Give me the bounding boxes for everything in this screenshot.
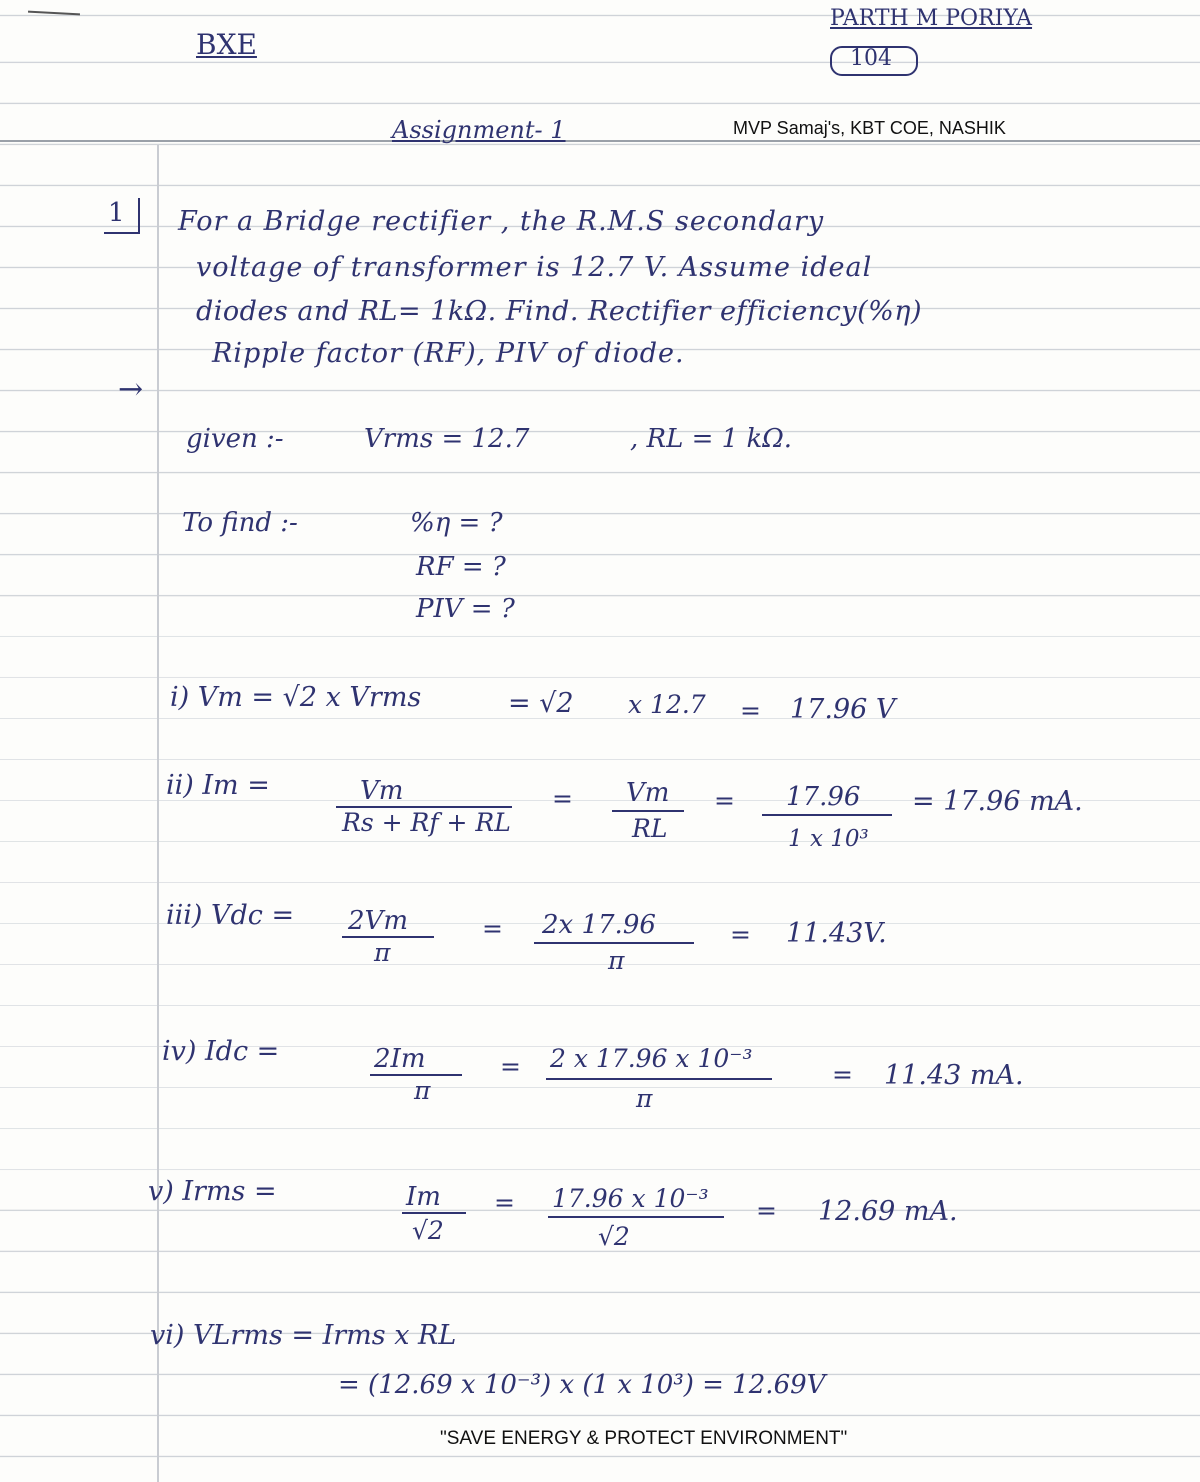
to-find-label: To find :- — [182, 508, 298, 538]
top-rule — [0, 140, 1200, 142]
margin-line — [157, 145, 159, 1482]
assignment-title: Assignment- 1 — [392, 116, 566, 144]
step5-num: Im — [406, 1182, 441, 1212]
step2-den3: 1 x 10³ — [788, 826, 869, 852]
step3-result: 11.43V. — [786, 918, 887, 949]
step1-eq2: = — [740, 696, 761, 725]
step5-num2: 17.96 x 10⁻³ — [552, 1184, 709, 1213]
to-find-efficiency: %η = ? — [410, 508, 503, 538]
step4-label: iv) Idc = — [162, 1036, 280, 1067]
corner-mark — [28, 11, 80, 16]
given-vrms: Vrms = 12.7 — [364, 424, 530, 454]
question-line-2: voltage of transformer is 12.7 V. Assume ideal — [196, 252, 873, 283]
step6-line2: = (12.69 x 10⁻³) x (1 x 10³) = 12.69V — [338, 1370, 826, 1400]
step2-den: Rs + Rf + RL — [342, 808, 511, 837]
step3-frac-line-2 — [534, 942, 694, 944]
step4-num2: 2 x 17.96 x 10⁻³ — [550, 1044, 753, 1073]
step3-label: iii) Vdc = — [166, 900, 295, 931]
step2-label: ii) Im = — [166, 770, 270, 801]
step3-eq1: = — [482, 914, 503, 943]
step3-num2: 2x 17.96 — [542, 910, 656, 940]
step1-eq1: = √2 — [508, 688, 574, 719]
question-line-4: Ripple factor (RF), PIV of diode. — [212, 338, 685, 369]
step2-num: Vm — [360, 776, 404, 806]
step3-den: π — [374, 938, 391, 967]
step4-num: 2Im — [374, 1044, 426, 1074]
step1-mid: x 12.7 — [628, 690, 706, 719]
given-label: given :- — [186, 424, 284, 454]
step4-den: π — [414, 1076, 431, 1105]
question-line-1: For a Bridge rectifier , the R.M.S secondary — [178, 206, 825, 237]
step3-den2: π — [608, 946, 625, 975]
step5-frac-line-1 — [402, 1212, 466, 1214]
step4-eq1: = — [500, 1052, 521, 1081]
step5-den2: √2 — [598, 1222, 630, 1251]
step4-eq2: = — [832, 1060, 853, 1089]
roll-number: 104 — [850, 46, 892, 71]
step5-result: 12.69 mA. — [818, 1196, 958, 1227]
step5-label: v) Irms = — [148, 1176, 277, 1207]
step4-result: 11.43 mA. — [884, 1060, 1024, 1091]
footer-slogan: "SAVE ENERGY & PROTECT ENVIRONMENT" — [440, 1428, 848, 1449]
step3-num: 2Vm — [348, 906, 408, 936]
student-name: PARTH M PORIYA — [830, 6, 1033, 31]
step5-eq1: = — [494, 1188, 515, 1217]
step2-eq1: = — [552, 784, 573, 813]
step5-den: √2 — [412, 1216, 444, 1245]
step5-eq2: = — [756, 1196, 777, 1225]
step2-den2: RL — [632, 814, 668, 843]
to-find-piv: PIV = ? — [416, 594, 515, 624]
given-rl: , RL = 1 kΩ. — [630, 424, 793, 454]
institute-name: MVP Samaj's, KBT COE, NASHIK — [733, 118, 1006, 138]
question-number-bracket — [104, 198, 140, 234]
step2-num3: 17.96 — [786, 782, 861, 812]
question-line-3: diodes and RL= 1kΩ. Find. Rectifier efficiency(%η) — [196, 296, 922, 327]
step6-label: vi) VLrms = Irms x RL — [150, 1320, 457, 1351]
step2-num2: Vm — [626, 778, 670, 808]
step2-eq2: = — [714, 786, 735, 815]
step2-frac-line-3 — [762, 814, 892, 816]
step1-label: i) Vm = √2 x Vrms — [170, 682, 422, 713]
answer-arrow-icon: → — [118, 372, 144, 407]
step3-eq2: = — [730, 920, 751, 949]
question-number: 1 — [108, 198, 125, 228]
step5-frac-line-2 — [548, 1216, 724, 1218]
step4-den2: π — [636, 1084, 653, 1113]
step2-frac-line-2 — [612, 810, 684, 812]
step1-result: 17.96 V — [790, 694, 896, 725]
step4-frac-line-2 — [546, 1078, 772, 1080]
to-find-ripple: RF = ? — [416, 552, 506, 582]
subject-label: BXE — [196, 28, 257, 61]
step2-result: = 17.96 mA. — [912, 786, 1083, 817]
